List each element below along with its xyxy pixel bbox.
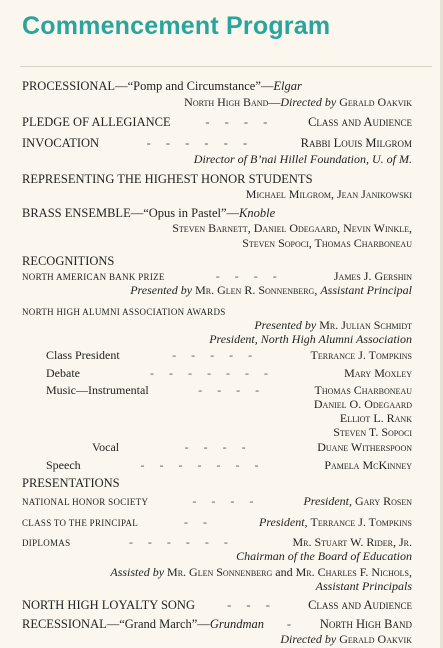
- alumni-presented: Presented by Mr. Julian Schmidt: [254, 318, 412, 332]
- processional-composer: Elgar: [273, 79, 302, 93]
- loyalty-song-line: NORTH HIGH LOYALTY SONG - - - Class and Audience: [22, 598, 412, 612]
- assisted-role: Assistant Principals: [315, 579, 412, 593]
- brass-names-2: Steven Sopoci, Thomas Charboneau: [242, 236, 412, 250]
- pledge-label: PLEDGE OF ALLEGIANCE: [22, 115, 171, 129]
- invocation-right: Rabbi Louis Milgrom: [300, 136, 412, 150]
- bank-prize-label: NORTH AMERICAN BANK PRIZE: [22, 272, 165, 282]
- processional-performer: North High Band—Directed by Gerald Oakvik: [184, 95, 412, 109]
- bank-presented: Presented by Mr. Glen R. Sonnenberg, Assistant Principal: [130, 283, 412, 297]
- brass-composer: Knoble: [239, 206, 276, 220]
- recessional-line: RECESSIONAL—“Grand March”—Grundman - North High Band: [22, 617, 412, 631]
- honor-students-label: REPRESENTING THE HIGHEST HONOR STUDENTS: [22, 172, 313, 186]
- alumni-awards-label: NORTH HIGH ALUMNI ASSOCIATION AWARDS: [22, 307, 226, 317]
- brass-names-1: Steven Barnett, Daniel Odegaard, Nevin Winkle,: [172, 221, 412, 235]
- diplomas-line: DIPLOMAS - - - - - - Mr. Stuart W. Rider, Jr.: [22, 535, 412, 549]
- music-name-3: Steven T. Sopoci: [333, 425, 412, 439]
- invocation-line: INVOCATION - - - - - - Rabbi Louis Milgrom: [22, 136, 412, 150]
- invocation-sub: Director of B’nai Hillel Foundation, U. of M.: [193, 152, 412, 166]
- page-title: Commencement Program: [22, 12, 331, 40]
- processional-label: PROCESSIONAL—“Pomp and Circumstance”—: [22, 79, 274, 93]
- title-divider: [20, 66, 432, 67]
- bank-prize-line: NORTH AMERICAN BANK PRIZE - - - - James J. Gershin: [22, 269, 412, 283]
- music-name-2: Elliot L. Rank: [339, 411, 412, 425]
- pledge-line: PLEDGE OF ALLEGIANCE - - - - Class and Audience: [22, 115, 412, 129]
- debate-line: Debate - - - - - - - Mary Moxley: [46, 366, 412, 380]
- music-name-1: Daniel O. Odegaard: [313, 397, 412, 411]
- honor-students-names: Michael Milgrom, Jean Janikowski: [245, 187, 412, 201]
- alumni-role: President, North High Alumni Association: [209, 332, 412, 346]
- brass-label: BRASS ENSEMBLE—“Opus in Pastel”—: [22, 206, 240, 220]
- diplomas-role: Chairman of the Board of Education: [236, 549, 412, 563]
- invocation-label: INVOCATION: [22, 136, 100, 150]
- brass-line: [22, 206, 412, 220]
- vocal-line: Vocal - - - - Duane Witherspoon: [92, 440, 412, 454]
- recognitions-label: RECOGNITIONS: [22, 254, 115, 268]
- bank-prize-right: James J. Gershin: [333, 269, 412, 283]
- speech-line: Speech - - - - - - - Pamela McKinney: [46, 458, 412, 472]
- nhs-line: NATIONAL HONOR SOCIETY - - - - President, Gary Rosen: [22, 494, 412, 508]
- assisted-line: Assisted by Mr. Glen Sonnenberg and Mr. Charles F. Nichols,: [110, 565, 412, 579]
- processional-line: [22, 79, 412, 93]
- pledge-right: Class and Audience: [308, 115, 412, 129]
- class-gift-line: CLASS TO THE PRINCIPAL - - President, Terrance J. Tompkins: [22, 515, 412, 529]
- recessional-director: Directed by Gerald Oakvik: [280, 632, 412, 646]
- music-line: Music—Instrumental - - - - Thomas Charboneau: [46, 383, 412, 397]
- presentations-label: PRESENTATIONS: [22, 476, 120, 490]
- class-president-line: Class President - - - - - Terrance J. Tompkins: [46, 348, 412, 362]
